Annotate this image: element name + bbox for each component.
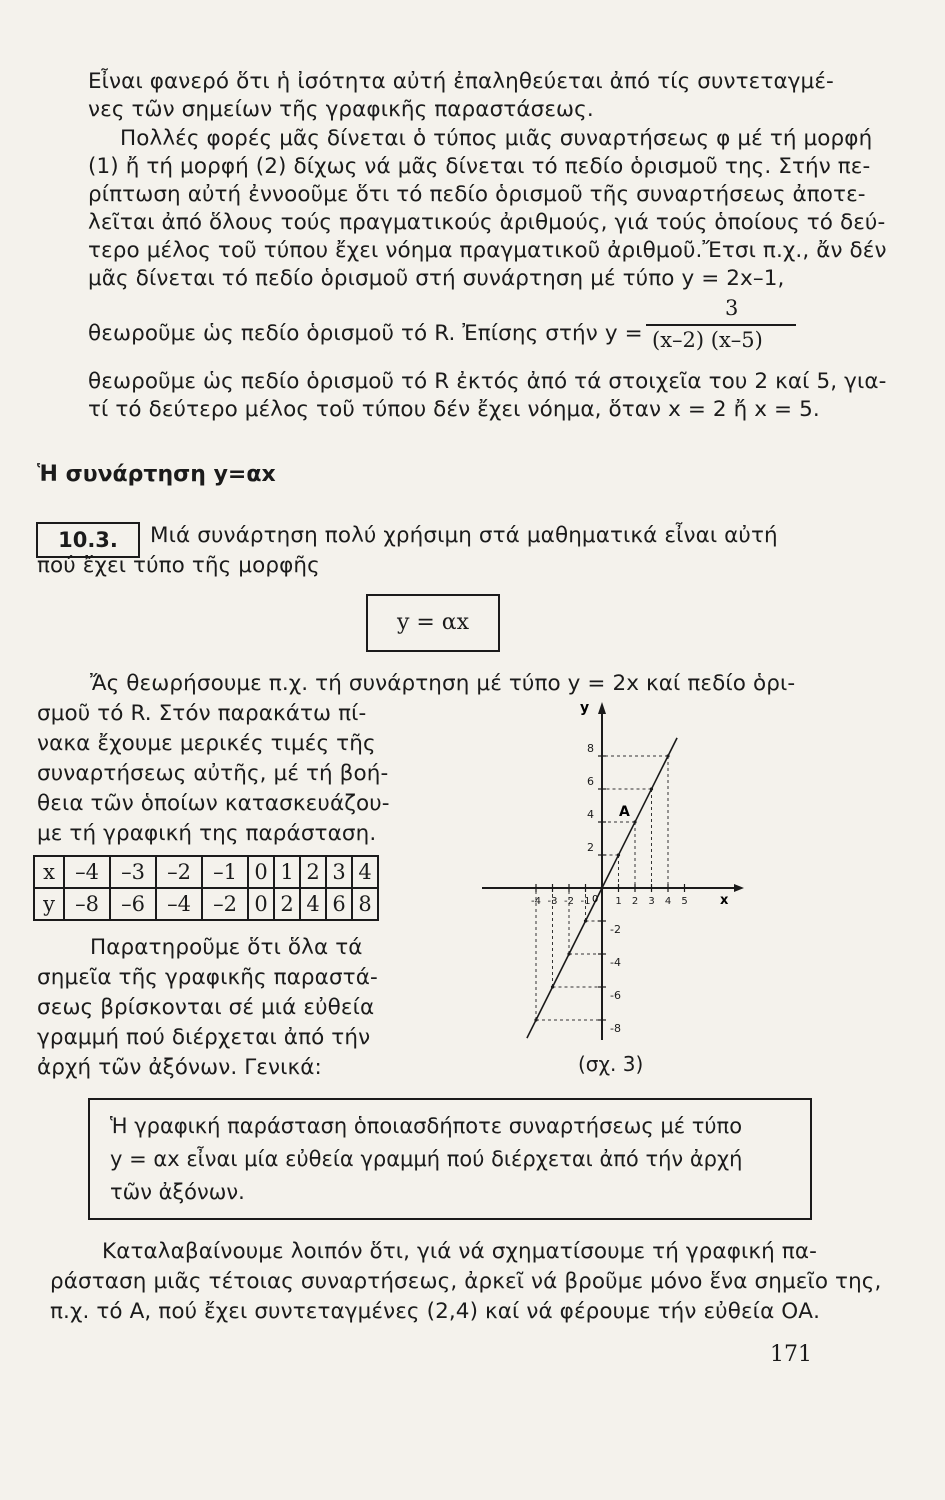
table-cell: 4 xyxy=(352,856,378,888)
y-tick-label: 8 xyxy=(587,742,594,755)
x-axis-label: x xyxy=(720,893,729,908)
table-cell: 8 xyxy=(352,888,378,920)
paragraph-line: Καταλαβαίνουμε λοιπόν ὅτι, γιά νά σχηματίσουμε τή γραφική πα- xyxy=(102,1239,817,1264)
formula-box: y = αx xyxy=(366,594,500,652)
paragraph-line: νες τῶν σημείων τῆς γραφικῆς παραστάσεως. xyxy=(88,97,594,122)
data-point xyxy=(567,952,570,955)
paragraph-line: τί τό δεύτερο μέλος τοῦ τύπου δέν ἔχει νόημα, ὅταν x = 2 ἤ x = 5. xyxy=(88,397,820,422)
y-tick-label: -8 xyxy=(610,1022,621,1035)
x-tick-label: 2 xyxy=(631,896,639,907)
paragraph-line: Παρατηροῦμε ὅτι ὅλα τά xyxy=(90,935,363,960)
paragraph-line: Ἄς θεωρήσουμε π.χ. τή συνάρτηση μέ τύπο y = 2x καί πεδίο ὁρι- xyxy=(90,671,796,696)
fraction-bar xyxy=(646,324,796,326)
paragraph-line: θεια τῶν ὁποίων κατασκευάζου- xyxy=(37,791,390,816)
point-a-label: A xyxy=(619,804,630,820)
x-tick-label: -1 xyxy=(580,896,591,907)
paragraph-line: γραμμή πού διέρχεται ἀπό τήν xyxy=(37,1025,371,1050)
x-tick-label: -3 xyxy=(547,896,558,907)
paragraph-line: Πολλές φορές μᾶς δίνεται ὁ τύπος μιᾶς συναρτήσεως φ μέ τή μορφή xyxy=(120,126,873,151)
paragraph-line: Εἶναι φανερό ὅτι ἡ ἰσότητα αὐτή ἐπαληθεύεται ἀπό τίς συντεταγμέ- xyxy=(88,69,834,94)
data-point xyxy=(633,820,636,823)
paragraph-line: νακα ἔχουμε μερικές τιμές τῆς xyxy=(37,731,376,756)
x-axis-arrow xyxy=(734,884,744,892)
y-tick-label: -2 xyxy=(610,923,621,936)
paragraph-line: π.χ. τό Α, πού ἔχει συντεταγμένες (2,4) καί νά φέρουμε τήν εὐθεία ΟΑ. xyxy=(50,1299,821,1324)
table-cell: –1 xyxy=(202,856,248,888)
table-cell: 4 xyxy=(300,888,326,920)
paragraph-line: σημεῖα τῆς γραφικῆς παραστά- xyxy=(37,965,378,990)
values-table xyxy=(33,855,379,921)
table-header-y: y xyxy=(34,888,64,920)
origin-label: 0 xyxy=(592,894,599,905)
table-cell: 3 xyxy=(326,856,352,888)
paragraph-line: πού ἔχει τύπο τῆς μορφῆς xyxy=(37,553,320,578)
y-tick-label: -4 xyxy=(610,956,621,969)
paragraph-line: ράσταση μιᾶς τέτοιας συναρτήσεως, ἀρκεῖ νά βροῦμε μόνο ἕνα σημεῖο της, xyxy=(50,1269,882,1294)
rule-line: y = αx εἶναι μία εὐθεία γραμμή πού διέρχεται ἀπό τήν ἀρχή xyxy=(110,1147,743,1171)
paragraph-line: σεως βρίσκονται σέ μιά εὐθεία xyxy=(37,995,375,1020)
table-cell: –2 xyxy=(202,888,248,920)
table-cell: –4 xyxy=(156,888,202,920)
rule-line: τῶν ἀξόνων. xyxy=(110,1180,245,1204)
table-cell: –4 xyxy=(64,856,110,888)
data-point xyxy=(534,1018,537,1021)
y-tick-label: 2 xyxy=(587,841,594,854)
paragraph-line: τερο μέλος τοῦ τύπου ἔχει νόημα πραγματικοῦ ἀριθμοῦ.Ἔτσι π.χ., ἄν δέν xyxy=(88,238,887,263)
table-cell: –2 xyxy=(156,856,202,888)
data-point xyxy=(600,886,603,889)
data-point xyxy=(584,919,587,922)
data-point xyxy=(666,754,669,757)
y-tick-label: -6 xyxy=(610,989,621,1002)
paragraph-line: ρίπτωση αὐτή ἐννοοῦμε ὅτι τό πεδίο ὁρισμοῦ τῆς συναρτήσεως ἀποτε- xyxy=(88,182,866,207)
table-cell: 0 xyxy=(248,856,274,888)
table-cell: 1 xyxy=(274,856,300,888)
paragraph-line: ἀρχή τῶν ἀξόνων. Γενικά: xyxy=(37,1055,322,1080)
table-cell: 0 xyxy=(248,888,274,920)
rule-line: Ἡ γραφική παράσταση ὁποιασδήποτε συναρτήσεως μέ τύπο xyxy=(110,1114,743,1138)
paragraph-line: λεῖται ἀπό ὅλους τούς πραγματικούς ἀριθμούς, γιά τούς ὁποίους τό δεύ- xyxy=(88,210,886,235)
data-point xyxy=(551,985,554,988)
paragraph-line: (1) ἤ τή μορφή (2) δίχως νά μᾶς δίνεται τό πεδίο ὁρισμοῦ της. Στήν πε- xyxy=(88,154,871,179)
fraction-numerator: 3 xyxy=(725,296,739,320)
data-point xyxy=(617,853,620,856)
y-axis-arrow xyxy=(598,702,606,714)
x-tick-label: 1 xyxy=(615,896,622,907)
x-tick-label: 3 xyxy=(648,896,655,907)
function-graph xyxy=(470,690,750,1050)
paragraph-line: θεωροῦμε ὡς πεδίο ὁρισμοῦ τό R. Ἐπίσης στήν y = xyxy=(88,321,643,346)
paragraph-line: σμοῦ τό R. Στόν παρακάτω πί- xyxy=(37,701,367,726)
table-header-x: x xyxy=(34,856,64,888)
table-cell: –6 xyxy=(110,888,156,920)
x-tick-label: -2 xyxy=(564,896,574,907)
x-tick-label: -4 xyxy=(531,896,541,907)
table-cell: –8 xyxy=(64,888,110,920)
rule-box xyxy=(88,1098,812,1220)
table-row xyxy=(34,888,378,920)
page-number: 171 xyxy=(770,1342,812,1367)
table-cell: 2 xyxy=(300,856,326,888)
table-row xyxy=(34,856,378,888)
paragraph-line: Μιά συνάρτηση πολύ χρήσιμη στά μαθηματικά εἶναι αὐτή xyxy=(150,523,778,548)
paragraph-line: θεωροῦμε ὡς πεδίο ὁρισμοῦ τό R ἐκτός ἀπό τά στοιχεῖα του 2 καί 5, για- xyxy=(88,369,887,394)
data-point xyxy=(650,787,653,790)
y-tick-label: 6 xyxy=(587,775,594,788)
table-cell: 6 xyxy=(326,888,352,920)
y-axis-label: y xyxy=(580,700,590,716)
section-number: 10.3. xyxy=(36,522,140,558)
paragraph-line: με τή γραφική της παράσταση. xyxy=(37,821,377,846)
table-cell: –3 xyxy=(110,856,156,888)
section-heading: Ἡ συνάρτηση y=αx xyxy=(37,462,276,487)
y-tick-label: 4 xyxy=(587,808,594,821)
paragraph-line: μᾶς δίνεται τό πεδίο ὁρισμοῦ στή συνάρτηση μέ τύπο y = 2x–1, xyxy=(88,266,785,291)
paragraph-line: συναρτήσεως αὐτῆς, μέ τή βοή- xyxy=(37,761,389,786)
x-tick-label: 5 xyxy=(681,896,688,907)
figure-caption: (σχ. 3) xyxy=(578,1052,644,1076)
table-cell: 2 xyxy=(274,888,300,920)
x-tick-label: 4 xyxy=(664,896,672,907)
fraction-denominator: (x–2) (x–5) xyxy=(652,328,763,352)
